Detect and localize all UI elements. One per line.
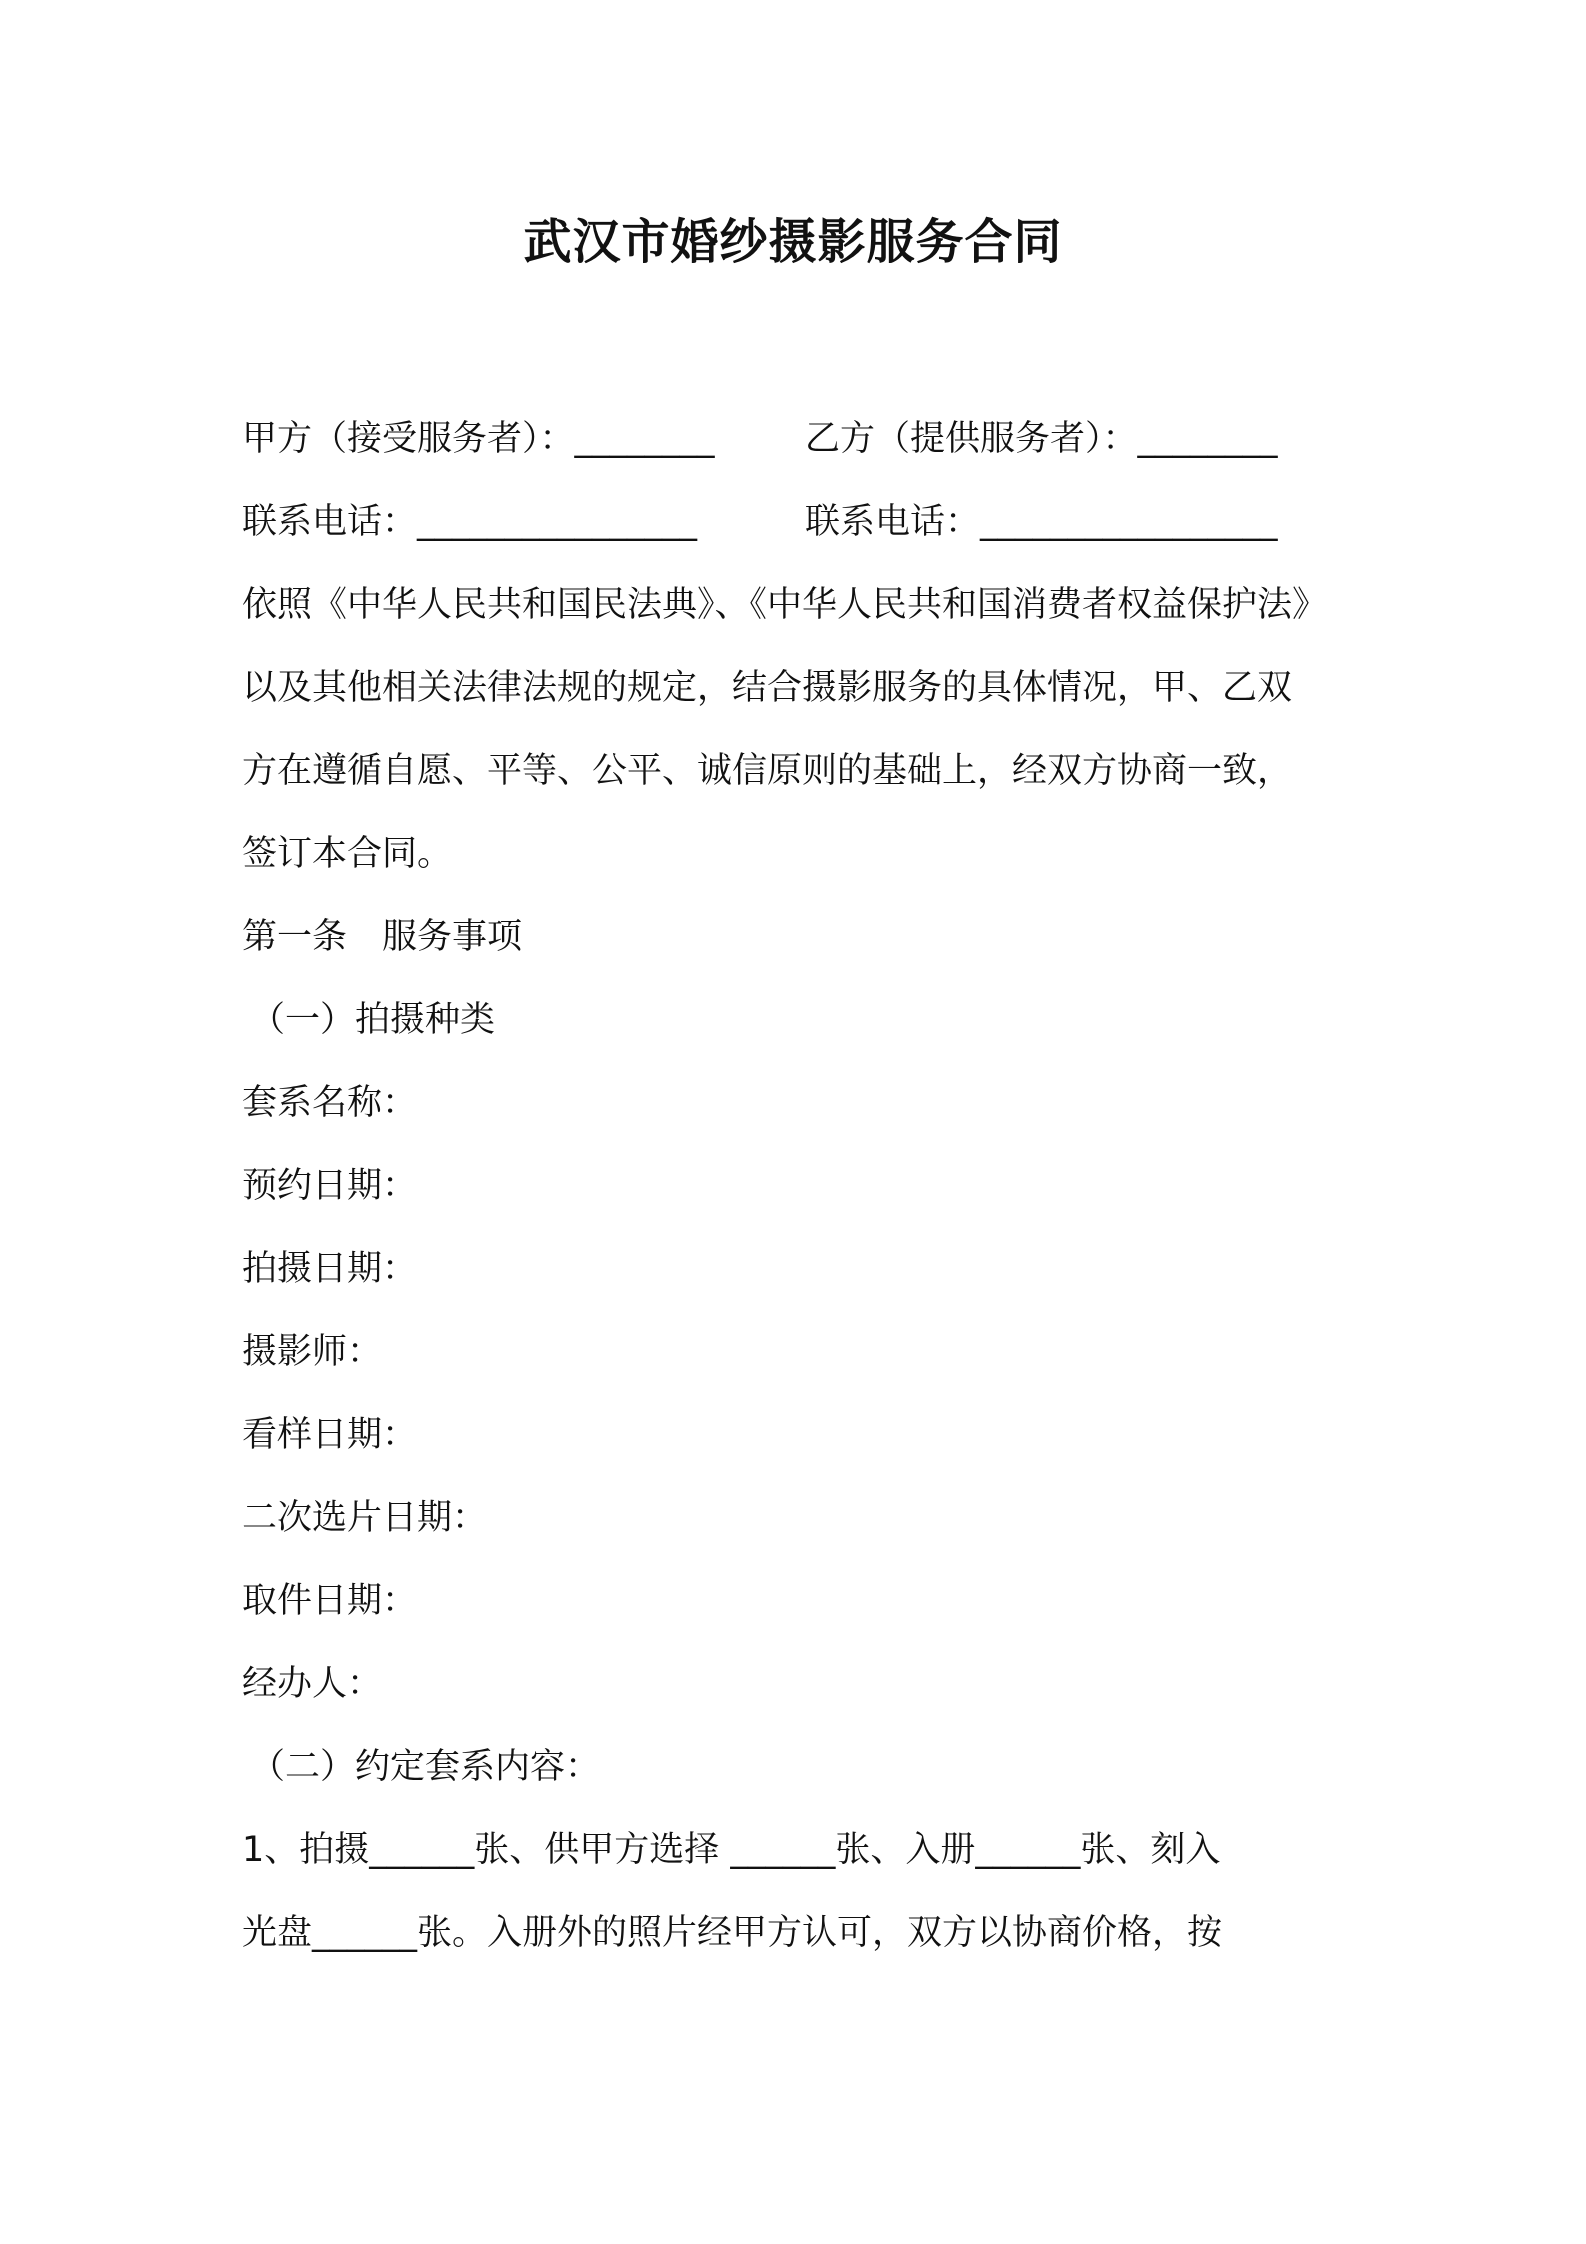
field-second-selection-date: 二次选片日期： <box>242 1498 488 1538</box>
field-booking-date: 预约日期： <box>242 1166 418 1206</box>
field-preview-date: 看样日期： <box>242 1415 418 1455</box>
field-pickup-date: 取件日期： <box>242 1581 418 1621</box>
intro-line-1: 依照《中华人民共和国民法典》、《中华人民共和国消费者权益保护法》 <box>242 585 1328 625</box>
intro-line-4: 签订本合同。 <box>242 834 453 874</box>
section-2-heading: （二）约定套系内容： <box>250 1747 601 1787</box>
party-a-label: 甲方（接受服务者）：________ <box>242 419 715 459</box>
field-shooting-date: 拍摄日期： <box>242 1249 418 1289</box>
party-b-label: 乙方（提供服务者）：________ <box>805 419 1278 459</box>
intro-line-2: 以及其他相关法律法规的规定，结合摄影服务的具体情况，甲、乙双 <box>242 668 1293 708</box>
document-title: 武汉市婚纱摄影服务合同 <box>523 214 1063 270</box>
article-1-heading: 第一条 服务事项 <box>242 917 523 957</box>
contact-b-label: 联系电话：_________________ <box>805 502 1278 542</box>
field-package-name: 套系名称： <box>242 1083 418 1123</box>
clause-1-line-1: 1、拍摄______张、供甲方选择 ______张、入册______张、刻入 <box>242 1830 1221 1870</box>
field-handler: 经办人： <box>242 1664 383 1704</box>
intro-line-3: 方在遵循自愿、平等、公平、诚信原则的基础上，经双方协商一致， <box>242 751 1293 791</box>
section-1-heading: （一）拍摄种类 <box>250 1000 496 1040</box>
contact-a-label: 联系电话：________________ <box>242 502 698 542</box>
field-photographer: 摄影师： <box>242 1332 383 1372</box>
clause-1-line-2: 光盘______张。入册外的照片经甲方认可，双方以协商价格，按 <box>242 1913 1223 1953</box>
